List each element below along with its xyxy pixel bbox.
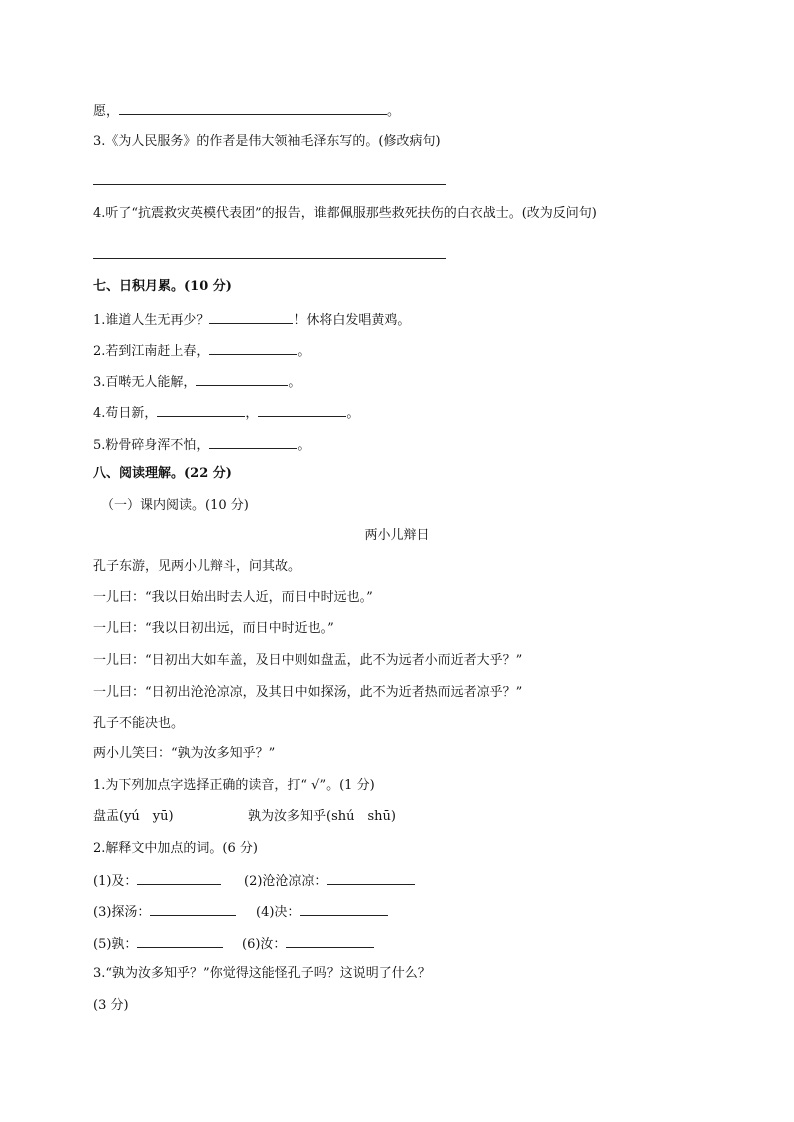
definition-label: (1)及： xyxy=(93,874,138,889)
wish-line xyxy=(93,101,400,121)
poem-item-3 xyxy=(93,372,301,392)
definition-item xyxy=(244,871,415,891)
poem-pre: 2.若到江南赶上春， xyxy=(93,344,210,359)
definition-label: (2)沧沧凉凉： xyxy=(244,874,328,889)
definition-item xyxy=(242,934,374,954)
section-8-heading: 八、阅读理解。(22 分) xyxy=(93,466,232,481)
poem-item-2 xyxy=(93,341,310,361)
answer-blank[interactable] xyxy=(196,372,288,386)
section-7-heading: 七、日积月累。(10 分) xyxy=(93,279,232,294)
poem-post: ！休将白发唱黄鸡。 xyxy=(293,313,411,328)
passage-line: 两小儿笑曰：“孰为汝多知乎？” xyxy=(93,746,276,761)
poem-pre: 1.谁道人生无再少？ xyxy=(93,313,210,328)
question-6-3: 3.《为人民服务》的作者是伟大领袖毛泽东写的。(修改病句) xyxy=(93,134,441,149)
question-8-2: 2.解释文中加点的词。(6 分) xyxy=(93,841,258,856)
question-8-1: 1.为下列加点字选择正确的读音，打“ √”。(1 分) xyxy=(93,778,375,793)
question-8-3: 3.“孰为汝多知乎？”你觉得这能怪孔子吗？这说明了什么？ xyxy=(93,966,431,981)
answer-blank[interactable] xyxy=(150,902,236,916)
definition-item xyxy=(93,871,221,891)
answer-blank[interactable] xyxy=(300,902,388,916)
poem-post: 。 xyxy=(346,406,360,421)
poem-mid: ， xyxy=(245,406,259,421)
answer-blank[interactable] xyxy=(258,403,346,417)
wish-suffix: 。 xyxy=(387,104,401,119)
question-8-3-score: (3 分) xyxy=(93,998,129,1013)
poem-item-5 xyxy=(93,435,310,455)
poem-post: 。 xyxy=(297,344,311,359)
passage-line: 一儿曰：“我以日始出时去人近，而日中时远也。” xyxy=(93,590,373,605)
answer-blank[interactable] xyxy=(137,871,221,885)
passage-line: 一儿曰：“日初出沧沧凉凉，及其日中如探汤，此不为近者热而远者凉乎？” xyxy=(93,685,523,700)
answer-line[interactable] xyxy=(93,258,446,259)
poem-item-4 xyxy=(93,403,359,423)
answer-blank[interactable] xyxy=(119,101,387,115)
poem-pre: 5.粉骨碎身浑不怕， xyxy=(93,438,210,453)
poem-item-1 xyxy=(93,310,410,330)
definition-label: (5)孰： xyxy=(93,937,138,952)
passage-title: 两小儿辩日 xyxy=(364,528,430,543)
wish-prefix: 愿， xyxy=(93,104,120,119)
poem-post: 。 xyxy=(288,375,302,390)
definition-label: (3)探汤： xyxy=(93,905,151,920)
poem-pre: 4.苟日新， xyxy=(93,406,158,421)
pronunciation-choice-a[interactable]: 盘盂(yú yū) xyxy=(93,809,174,824)
poem-post: 。 xyxy=(297,438,311,453)
question-6-4: 4.听了“抗震救灾英模代表团”的报告，谁都佩服那些救死扶伤的白衣战士。(改为反问句) xyxy=(93,206,597,221)
poem-pre: 3.百啭无人能解， xyxy=(93,375,197,390)
subsection-heading: （一）课内阅读。(10 分) xyxy=(101,498,249,513)
definition-item xyxy=(93,934,223,954)
answer-line[interactable] xyxy=(93,184,446,185)
answer-blank[interactable] xyxy=(157,403,245,417)
passage-line: 一儿曰：“日初出大如车盖，及日中则如盘盂，此不为远者小而近者大乎？” xyxy=(93,653,523,668)
passage-line: 一儿曰：“我以日初出远，而日中时近也。” xyxy=(93,621,334,636)
definition-label: (6)汝： xyxy=(242,937,287,952)
answer-blank[interactable] xyxy=(209,310,293,324)
pronunciation-choice-b[interactable]: 孰为汝多知乎(shú shū) xyxy=(248,809,396,824)
definition-label: (4)决： xyxy=(256,905,301,920)
answer-blank[interactable] xyxy=(209,341,297,355)
answer-blank[interactable] xyxy=(327,871,415,885)
answer-blank[interactable] xyxy=(137,934,223,948)
definition-item xyxy=(256,902,388,922)
answer-blank[interactable] xyxy=(286,934,374,948)
passage-line: 孔子东游，见两小儿辩斗，问其故。 xyxy=(93,559,302,574)
definition-item xyxy=(93,902,236,922)
answer-blank[interactable] xyxy=(209,435,297,449)
passage-line: 孔子不能决也。 xyxy=(93,716,185,731)
